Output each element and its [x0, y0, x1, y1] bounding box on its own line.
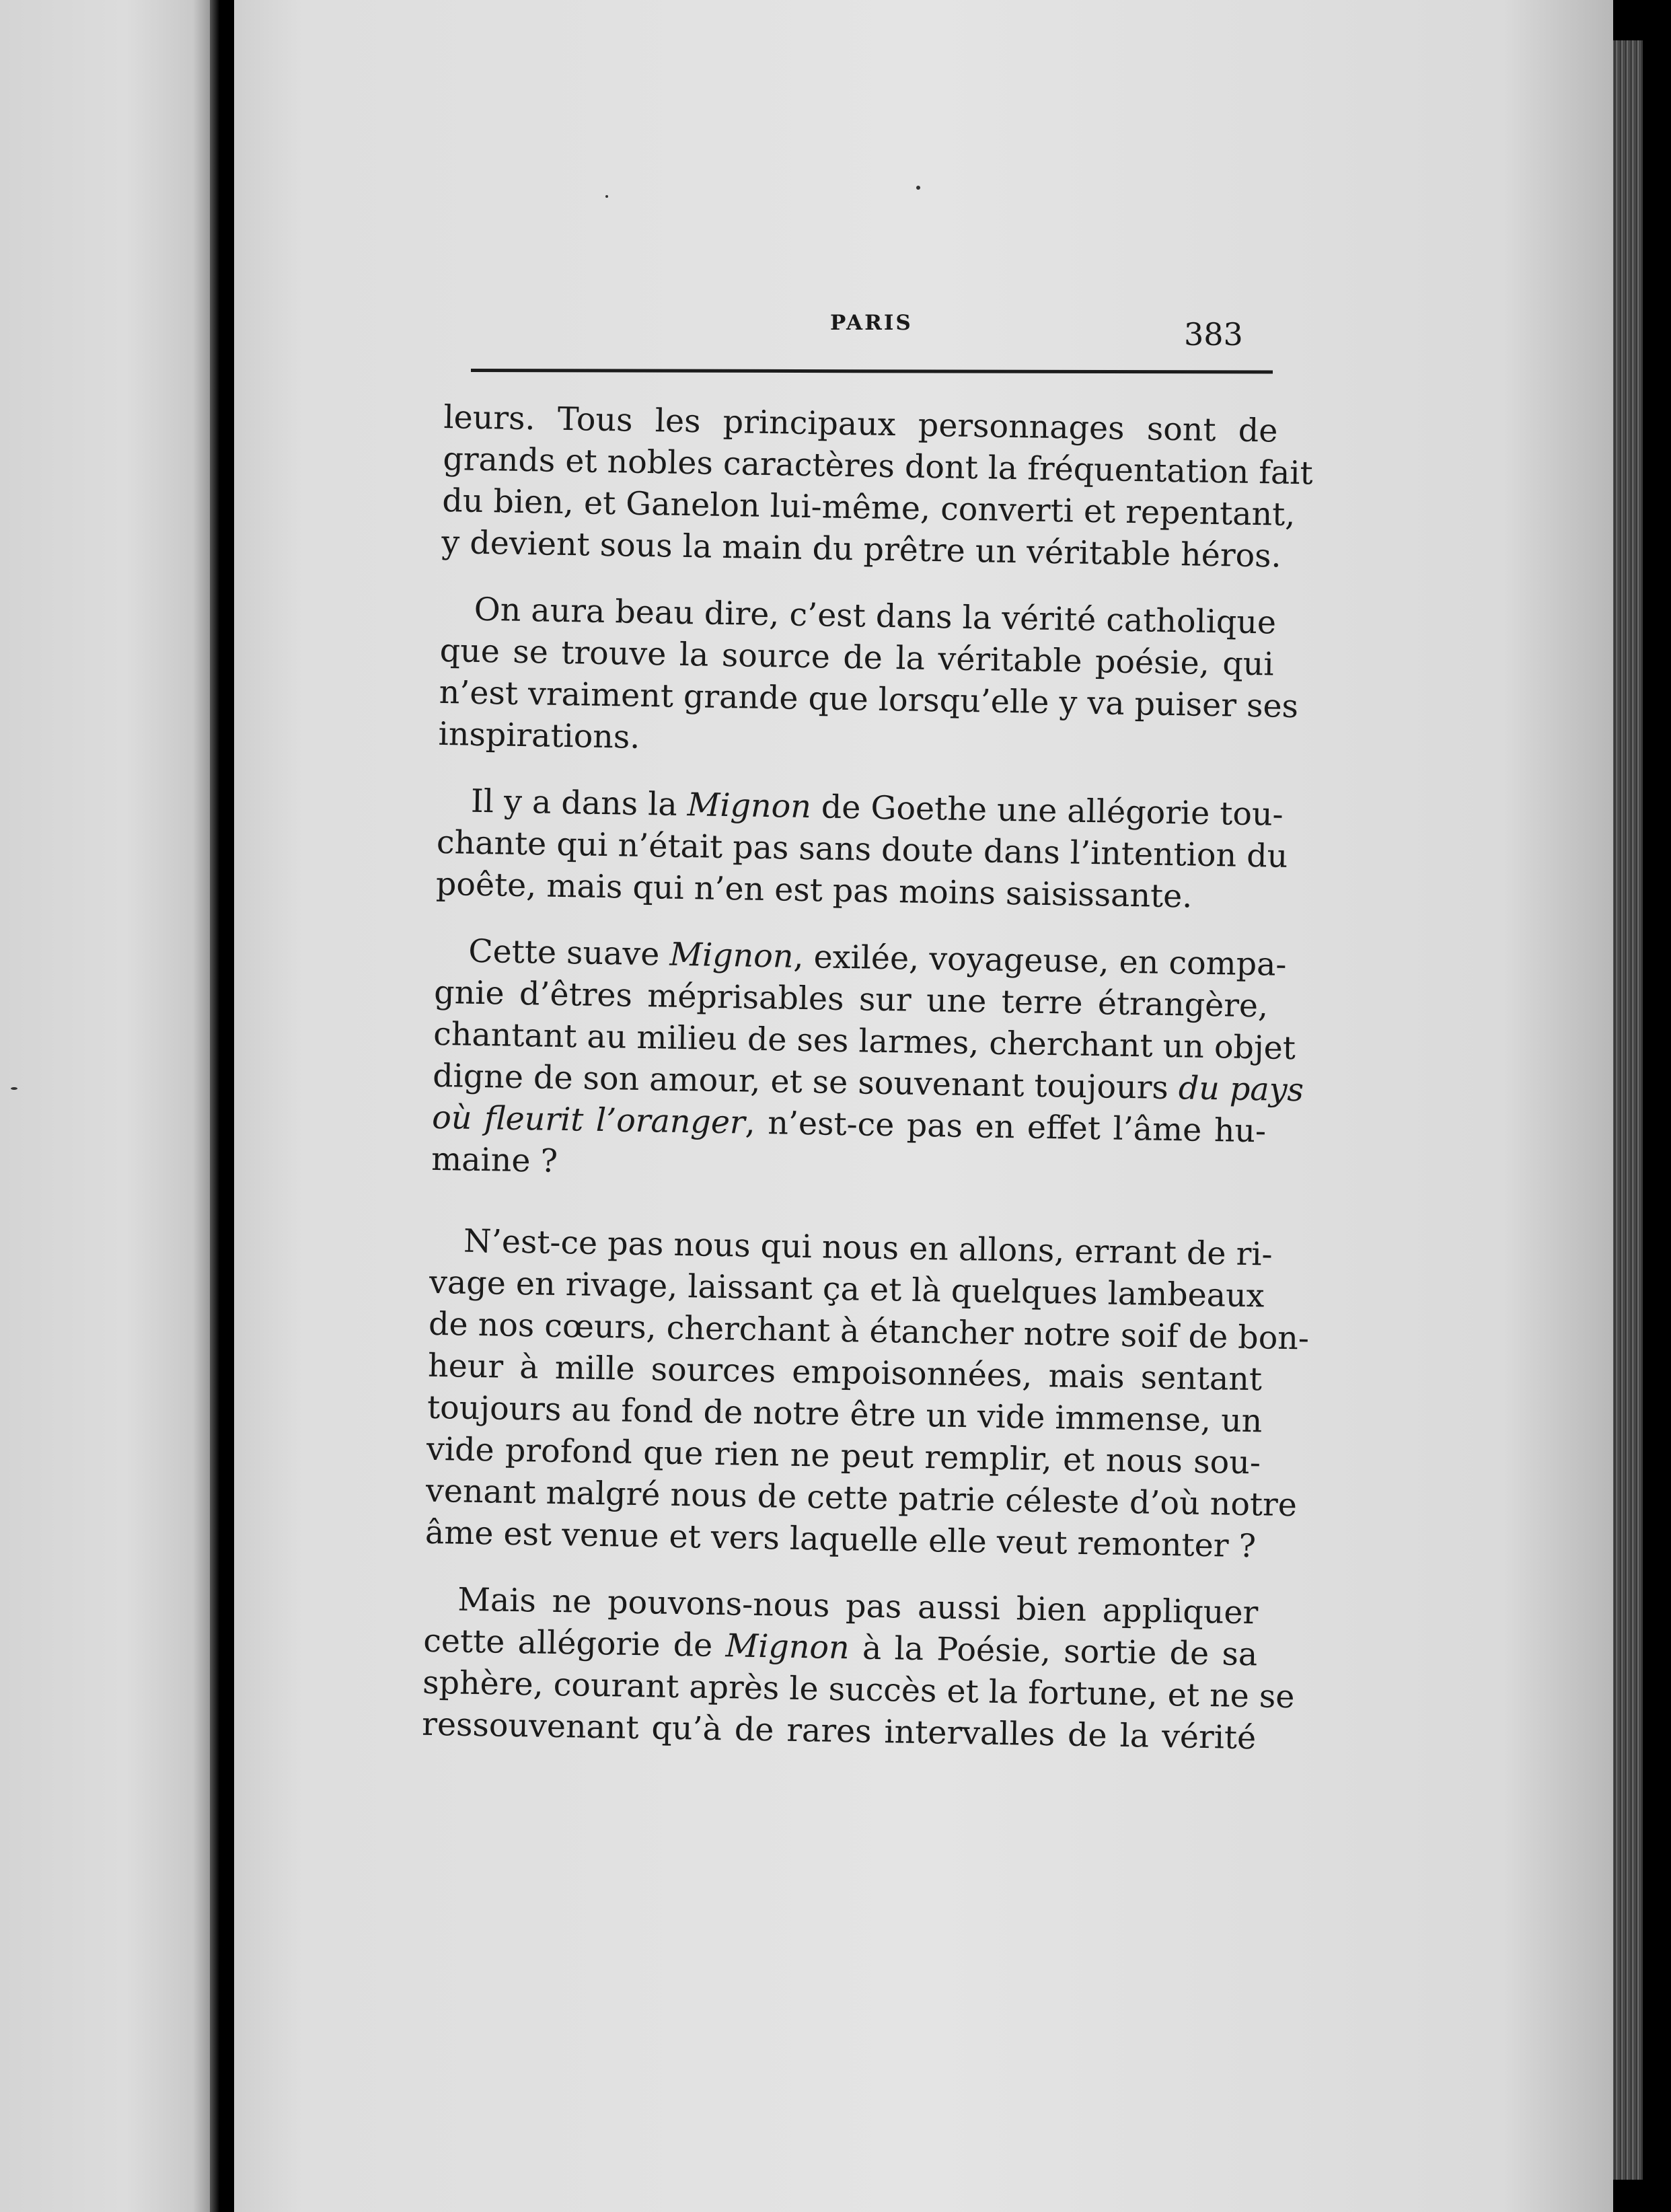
text-line: maine ? [431, 1140, 558, 1180]
speck [916, 186, 920, 190]
text-line: ressouvenant qu’à de rares intervalles de la vérité [421, 1705, 1257, 1757]
text-line: grands et nobles caractères dont la fréquentation fait [443, 440, 1314, 492]
text-line: digne de son amour, et se souvenant toujours du pays [432, 1057, 1304, 1109]
paragraph [435, 780, 1288, 920]
text-line: chantant au milieu de ses larmes, cherchant un objet [433, 1015, 1296, 1068]
body-text [421, 397, 1314, 1784]
speck [11, 1087, 17, 1090]
text-line: sphère, courant après le succès et la fortune, et ne se [422, 1664, 1295, 1716]
text-line: y devient sous la main du prêtre un véritable héros. [441, 523, 1282, 575]
text-line: Cette suave Mignon, exilée, voyageuse, en compa- [468, 932, 1287, 984]
page-number: 383 [1184, 316, 1243, 353]
text-line: leurs. Tous les principaux personnages sont de [443, 398, 1278, 450]
text-line: Mais ne pouvons-nous pas aussi bien appliquer [457, 1581, 1259, 1632]
speck [605, 195, 608, 198]
text-line: On aura beau dire, c’est dans la vérité catholique [474, 591, 1277, 642]
text-line: toujours au fond de notre être un vide immense, un [426, 1389, 1263, 1440]
page-edges [1613, 40, 1643, 2180]
text-line: heur à mille sources empoisonnées, mais sentant [427, 1347, 1263, 1399]
paragraph [441, 397, 1314, 578]
left-facing-page [0, 0, 210, 2212]
text-line: venant malgré nous de cette patrie céleste d’où notre [425, 1472, 1298, 1524]
book-gutter [210, 0, 234, 2212]
paragraph [421, 1579, 1295, 1760]
text-line: âme est venue et vers laquelle elle veut remonter ? [424, 1514, 1257, 1565]
paragraph [431, 930, 1304, 1195]
running-title: PARIS [830, 311, 913, 335]
text-line: gnie d’êtres méprisables sur une terre étrangère, [433, 973, 1269, 1025]
text-line: chante qui n’était pas sans doute dans l’intention du [436, 823, 1288, 875]
paragraph [438, 589, 1299, 770]
text-line: que se trouve la source de la véritable poésie, qui [439, 632, 1275, 684]
paragraph [424, 1220, 1310, 1568]
text-line: vide profond que rien ne peut remplir, et nous sou- [426, 1430, 1261, 1482]
text-line: Il y a dans la Mignon de Goethe une allégorie tou- [470, 782, 1284, 834]
text-line: où fleurit l’oranger, n’est-ce pas en effet l’âme hu- [431, 1099, 1267, 1150]
text-line: inspirations. [438, 715, 640, 756]
scan-border [1643, 0, 1671, 2212]
text-line: vage en rivage, laissant ça et là quelques lambeaux [429, 1263, 1265, 1315]
text-line: n’est vraiment grande que lorsqu’elle y va puiser ses [439, 673, 1299, 726]
text-line: N’est-ce pas nous qui nous en allons, errant de ri- [463, 1222, 1273, 1274]
text-line: du bien, et Ganelon lui-même, converti et repentant, [441, 482, 1296, 534]
text-line: poête, mais qui n’en est pas moins saisissante. [435, 865, 1193, 916]
text-line: de nos cœurs, cherchant à étancher notre soif de bon- [428, 1305, 1310, 1358]
text-line: cette allégorie de Mignon à la Poésie, sortie de sa [422, 1622, 1258, 1674]
